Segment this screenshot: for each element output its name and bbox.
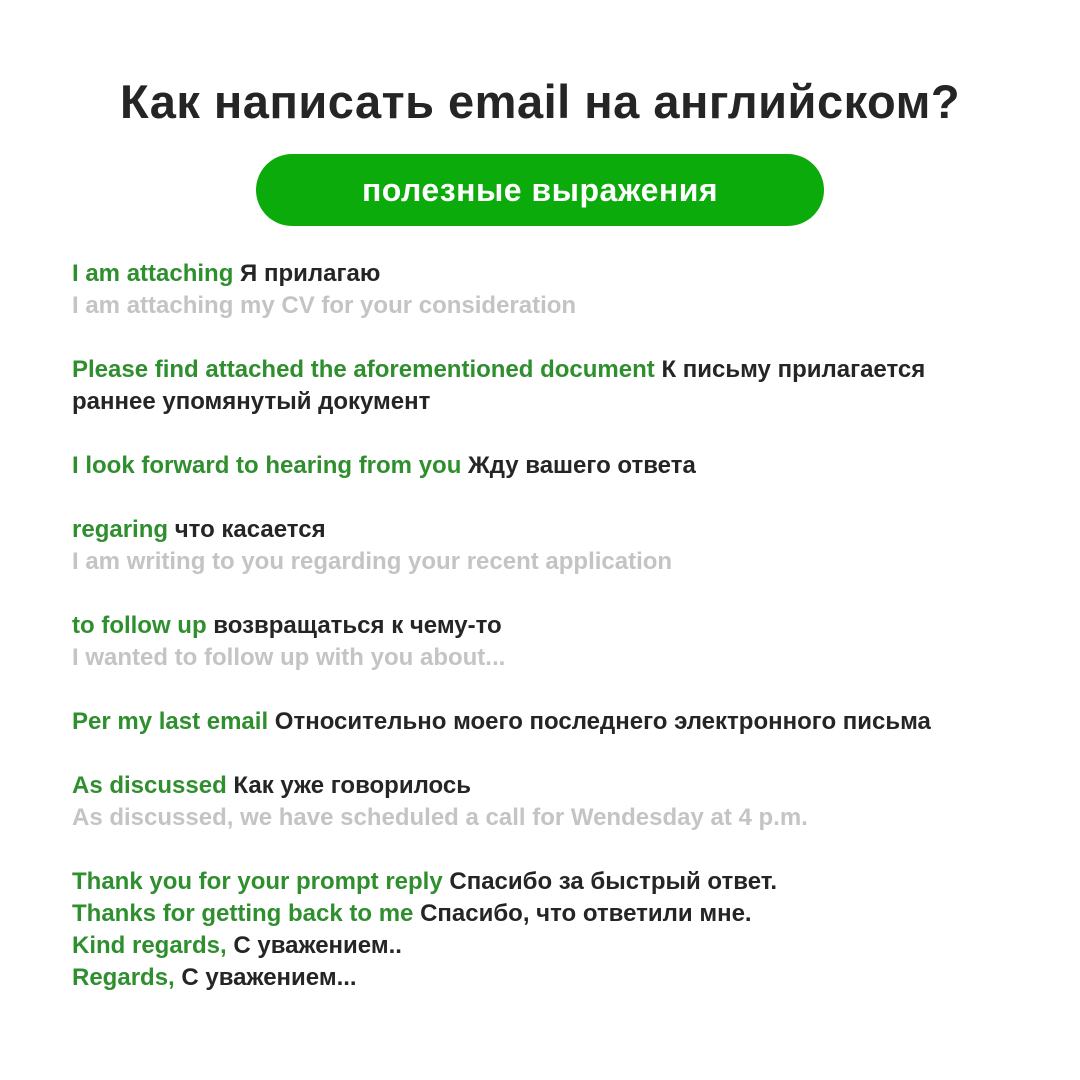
closing-line	[72, 930, 1012, 962]
phrase-example: I am attaching my CV for your consideration	[72, 292, 577, 319]
closing-line	[72, 962, 1012, 994]
phrase-line	[72, 354, 1012, 418]
phrase-entry	[72, 514, 1012, 578]
phrase-term: As discussed	[72, 772, 227, 799]
closing-meaning: Спасибо, что ответили мне.	[420, 900, 752, 927]
phrase-entry	[72, 706, 1012, 738]
closing-term: Thanks for getting back to me	[72, 900, 414, 927]
phrase-example: I wanted to follow up with you about...	[72, 644, 506, 671]
closing-term: Regards,	[72, 964, 175, 991]
phrase-meaning: что касается	[174, 516, 326, 543]
phrase-term: regaring	[72, 516, 169, 543]
badge-label: полезные выражения	[361, 171, 719, 208]
phrase-meaning: Я прилагаю	[240, 260, 381, 287]
closing-term: Thank you for your prompt reply	[72, 868, 443, 895]
useful-phrases-badge	[256, 154, 824, 226]
phrase-list	[72, 258, 1012, 994]
phrase-meaning: Относительно моего последнего электронного письма	[274, 708, 931, 735]
phrase-line	[72, 514, 1012, 546]
phrase-term: I am attaching	[72, 260, 234, 287]
phrase-term: Per my last email	[72, 708, 269, 735]
phrase-example: I am writing to you regarding your recent application	[72, 548, 673, 575]
phrase-entry	[72, 354, 1012, 418]
phrase-entry	[72, 450, 1012, 482]
phrase-line	[72, 450, 1012, 482]
phrase-line	[72, 258, 1012, 290]
closing-line	[72, 866, 1012, 898]
closing-line	[72, 898, 1012, 930]
phrase-meaning: Жду вашего ответа	[468, 452, 696, 479]
phrase-line	[72, 706, 1012, 738]
closing-phrases	[72, 866, 1012, 994]
phrase-example: As discussed, we have scheduled a call for Wendesday at 4 p.m.	[72, 804, 808, 831]
phrase-term: to follow up	[72, 612, 207, 639]
closing-meaning: Спасибо за быстрый ответ.	[449, 868, 778, 895]
page-title: Как написать email на английском?	[119, 75, 961, 128]
phrase-term: Please find attached the aforementioned document	[72, 356, 655, 383]
closing-meaning: С уважением...	[181, 964, 357, 991]
phrase-term: I look forward to hearing from you	[72, 452, 462, 479]
phrase-entry	[72, 258, 1012, 322]
phrase-line	[72, 610, 1012, 642]
phrase-line	[72, 770, 1012, 802]
phrase-meaning: возвращаться к чему-то	[213, 612, 502, 639]
phrase-meaning: К письму прилагается раннее упомянутый документ	[72, 356, 926, 415]
phrase-entry	[72, 610, 1012, 674]
closing-meaning: С уважением..	[233, 932, 402, 959]
closing-term: Kind regards,	[72, 932, 227, 959]
phrase-entry	[72, 770, 1012, 834]
phrase-meaning: Как уже говорилось	[233, 772, 471, 799]
